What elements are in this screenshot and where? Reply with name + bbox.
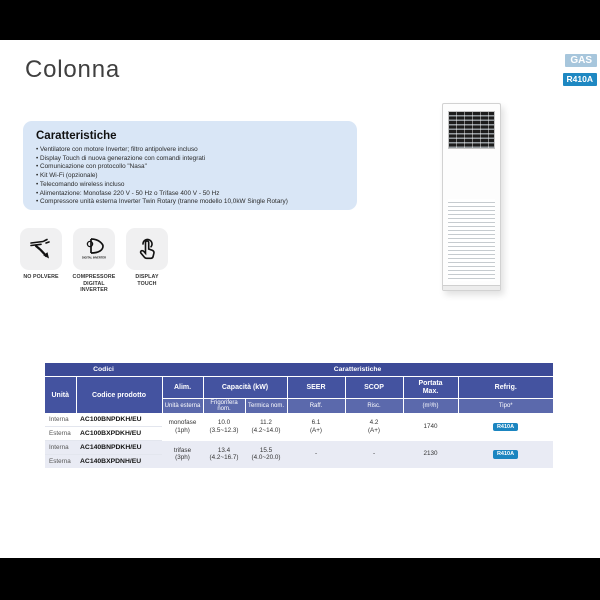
header-scop: SCOP	[345, 377, 403, 399]
svg-text:DIGITAL INVERTER: DIGITAL INVERTER	[82, 256, 106, 260]
spec-table	[45, 363, 553, 468]
touch-display-label: DISPLAY TOUCH	[135, 274, 159, 287]
gas-badge: GAS	[565, 54, 597, 67]
header-unita: Unità	[45, 377, 76, 414]
product-code: AC100BNPDKH/EU	[76, 413, 162, 427]
subheader-m3h: (m³/h)	[403, 399, 458, 414]
product-code: AC140BXPDNH/EU	[76, 455, 162, 469]
header-seer: SEER	[287, 377, 345, 399]
header-group-caratteristiche: Caratteristiche	[162, 363, 553, 377]
page-title: Colonna	[25, 56, 121, 83]
portata-value: 1740	[423, 422, 438, 430]
feature-item: • Alimentazione: Monofase 220 V - 50 Hz o Trifase 400 V - 50 Hz	[36, 190, 344, 199]
product-code: AC140BNPDKH/EU	[76, 441, 162, 455]
feature-item: • Compressore unità esterna Inverter Twin Rotary (tranne modello 10,0kW Single Rotary)	[36, 198, 344, 207]
no-dust-icon	[27, 235, 55, 263]
header-capacita: Capacità (kW)	[203, 377, 287, 399]
unit-type: Interna	[45, 441, 76, 455]
subheader-frigorifera: Frigorifera nom.	[203, 399, 245, 414]
header-alim: Alim.	[162, 377, 203, 399]
product-bottom-vents	[448, 199, 495, 281]
features-title: Caratteristiche	[36, 130, 117, 142]
portata-value: 2130	[403, 441, 458, 469]
features-panel	[23, 121, 357, 210]
seer-value: 6.1 (A+)	[309, 419, 323, 434]
header-portata-max: Portata Max.	[403, 377, 458, 399]
subheader-raff: Raff.	[287, 399, 345, 414]
catalog-page	[0, 40, 600, 558]
header-group-codici: Codici	[45, 363, 162, 377]
product-top-grille	[448, 111, 495, 149]
scop-value: 4.2 (A+)	[367, 419, 381, 434]
refrigerant-badges	[551, 50, 597, 87]
table-row	[45, 441, 553, 455]
feature-item: • Ventilatore con motore Inverter; filtro antipolvere incluso	[36, 146, 344, 155]
unit-type: Esterna	[45, 455, 76, 469]
no-dust-label: NO POLVERE	[23, 274, 59, 280]
refrig-chip: R410A	[493, 450, 518, 459]
seer-value: -	[287, 441, 345, 469]
subheader-unita-esterna: Unità esterna	[162, 399, 203, 414]
product-code: AC100BXPDKH/EU	[76, 427, 162, 441]
scop-value: -	[345, 441, 403, 469]
touch-display-icon	[133, 235, 161, 263]
product-image	[442, 103, 501, 291]
header-codice-prodotto: Codice prodotto	[76, 377, 162, 414]
digital-inverter-label: COMPRESSORE DIGITAL INVERTER	[72, 274, 116, 294]
digital-inverter-tile	[73, 228, 115, 270]
feature-item: • Telecomando wireless incluso	[36, 181, 344, 190]
touch-display-tile	[126, 228, 168, 270]
refrig-value	[458, 441, 553, 469]
termica-value: 15.5 (4.0~20.0)	[245, 441, 287, 469]
subheader-risc: Risc.	[345, 399, 403, 414]
alim-value: monofase (1ph)	[168, 419, 197, 434]
digital-inverter-icon	[79, 234, 109, 264]
r410a-badge: R410A	[563, 73, 597, 86]
table-row	[45, 413, 553, 427]
features-list	[36, 146, 344, 207]
unit-type: Interna	[45, 413, 76, 427]
subheader-tipo: Tipo*	[458, 399, 553, 414]
no-dust-tile	[20, 228, 62, 270]
product-base	[443, 285, 500, 290]
feature-item: • Display Touch di nuova generazione con comandi integrati	[36, 155, 344, 164]
frigorifera-value: 10.0 (3.5~12.3)	[209, 419, 239, 434]
refrig-value	[458, 413, 553, 441]
subheader-termica: Termica nom.	[245, 399, 287, 414]
refrig-chip: R410A	[493, 423, 518, 432]
feature-item: • Comunicazione con protocollo "Nasa"	[36, 163, 344, 172]
feature-item: • Kit Wi-Fi (opzionale)	[36, 172, 344, 181]
header-refrig: Refrig.	[458, 377, 553, 399]
unit-type: Esterna	[45, 427, 76, 441]
alim-value: trifase (3ph)	[162, 441, 203, 469]
frigorifera-value: 13.4 (4.2~16.7)	[203, 441, 245, 469]
termica-value: 11.2 (4.2~14.0)	[251, 419, 281, 434]
